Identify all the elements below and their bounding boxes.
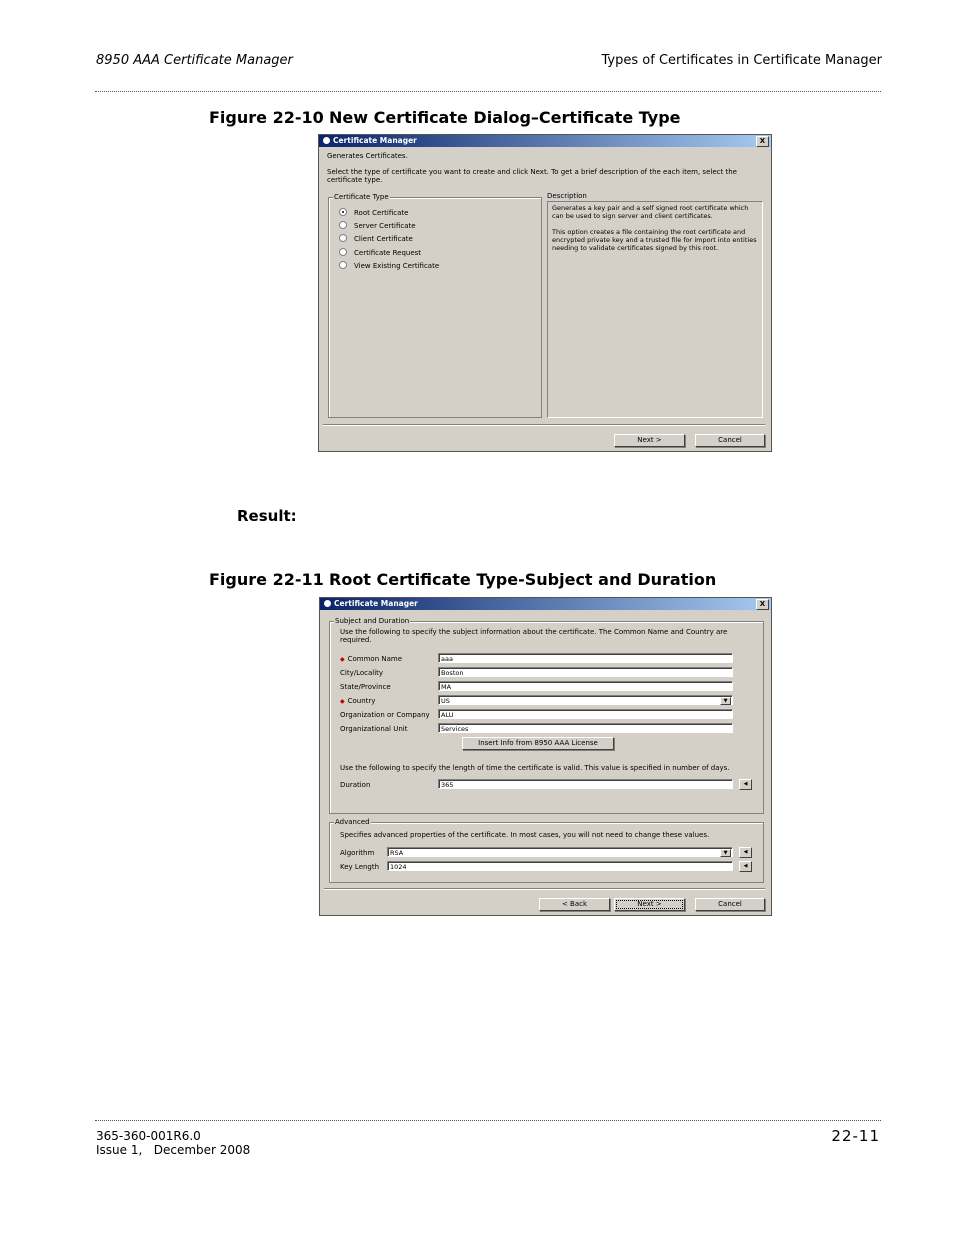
country-select[interactable] (438, 695, 733, 705)
org-label: Organization or Company (340, 711, 430, 719)
org-unit-label: Organizational Unit (340, 725, 408, 733)
dialog-titlebar (320, 598, 771, 610)
field-label: Common Name (347, 655, 403, 663)
issue-date: Issue 1, December 2008 (96, 1143, 251, 1157)
result-label: Result: (237, 507, 297, 525)
figure-caption-1 (209, 108, 681, 127)
next-button[interactable]: Next > (614, 898, 685, 911)
radio-certificate-request[interactable] (339, 248, 421, 257)
radio-client-certificate[interactable] (339, 234, 413, 243)
reset-arrow-icon[interactable]: ◀ (739, 779, 752, 790)
footer-doc-info (96, 1129, 250, 1157)
radio-label: View Existing Certificate (354, 262, 440, 270)
required-icon: ◆ (340, 698, 345, 705)
next-button[interactable]: Next > (614, 434, 685, 447)
radio-icon (339, 221, 347, 229)
button-separator (324, 888, 765, 890)
doc-number: 365-360-001R6.0 (96, 1129, 201, 1143)
radio-icon (339, 248, 347, 256)
chevron-down-icon[interactable]: ▼ (720, 849, 731, 857)
radio-view-existing[interactable] (339, 261, 439, 270)
cancel-button[interactable]: Cancel (695, 434, 765, 447)
group-label: Subject and Duration (335, 617, 410, 625)
description-para-1: Generates a key pair and a self signed root certificate which can be used to sign server and client certificates. (552, 204, 749, 220)
group-label: Certificate Type (334, 193, 389, 201)
algorithm-label: Algorithm (340, 849, 375, 857)
radio-label: Client Certificate (354, 235, 413, 243)
radio-label: Server Certificate (354, 222, 416, 230)
country-value: US (441, 697, 450, 705)
radio-root-certificate[interactable] (339, 208, 408, 217)
dialog-title: Certificate Manager (334, 599, 418, 608)
duration-intro: Use the following to specify the length of time the certificate is valid. This value is specified in number of days. (340, 764, 730, 772)
org-field[interactable]: ALU (438, 709, 733, 719)
radio-label: Certificate Request (354, 249, 422, 257)
running-header-right: Types of Certificates in Certificate Manager (601, 53, 882, 68)
dialog-intro: Generates Certificates. (327, 152, 408, 160)
subject-intro: Use the following to specify the subject information about the certificate. The Common Name and Country are required. (340, 628, 728, 644)
button-separator (323, 424, 765, 426)
key-length-label: Key Length (340, 863, 380, 871)
algorithm-select[interactable] (387, 847, 733, 857)
common-name-field[interactable]: aaa (438, 653, 733, 663)
radio-icon (339, 261, 347, 269)
app-icon (323, 137, 330, 144)
figure-number: Figure 22-10 (209, 108, 324, 127)
figure-title: Root Certificate Type-Subject and Duration (329, 570, 717, 589)
figure-number: Figure 22-11 (209, 570, 324, 589)
city-field[interactable]: Boston (438, 667, 733, 677)
algorithm-value: RSA (390, 849, 404, 857)
required-icon: ◆ (340, 656, 345, 663)
close-icon[interactable]: X (756, 599, 769, 610)
back-button[interactable]: < Back (539, 898, 610, 911)
figure-caption-2 (209, 570, 716, 589)
radio-selected-icon (339, 208, 347, 216)
org-unit-field[interactable]: Services (438, 723, 733, 733)
footer-divider (95, 1120, 881, 1121)
subject-duration-dialog (319, 597, 772, 916)
page-number: 22-11 (831, 1127, 880, 1145)
common-name-label (340, 655, 402, 663)
reset-arrow-icon[interactable]: ◀ (739, 861, 752, 872)
figure-title: New Certificate Dialog–Certificate Type (329, 108, 681, 127)
insert-license-info-button[interactable]: Insert Info from 8950 AAA License (462, 737, 614, 750)
description-para-2: This option creates a file containing the root certificate and encrypted private key and a trusted file for import into entities needing to validate certificates signed by this root. (552, 228, 757, 252)
certificate-type-group (328, 193, 542, 418)
state-label: State/Province (340, 683, 391, 691)
running-header-left: 8950 AAA Certificate Manager (96, 53, 293, 68)
radio-icon (339, 234, 347, 242)
field-label: Country (347, 697, 376, 705)
chevron-down-icon[interactable]: ▼ (720, 697, 731, 705)
key-length-field[interactable]: 1024 (387, 861, 733, 871)
radio-server-certificate[interactable] (339, 221, 416, 230)
city-label: City/Locality (340, 669, 384, 677)
certificate-type-dialog (318, 134, 772, 452)
cancel-button[interactable]: Cancel (695, 898, 765, 911)
app-icon (324, 600, 331, 607)
country-label (340, 697, 375, 705)
description-label: Description (547, 192, 587, 200)
duration-field[interactable]: 365 (438, 779, 733, 789)
reset-arrow-icon[interactable]: ◀ (739, 847, 752, 858)
duration-label: Duration (340, 781, 371, 789)
header-divider (95, 91, 881, 92)
state-field[interactable]: MA (438, 681, 733, 691)
radio-label: Root Certificate (354, 209, 409, 217)
dialog-titlebar (319, 135, 771, 147)
close-icon[interactable]: X (756, 136, 769, 147)
advanced-intro: Specifies advanced properties of the certificate. In most cases, you will not need to change these values. (340, 831, 710, 839)
dialog-title: Certificate Manager (333, 136, 417, 145)
group-label: Advanced (335, 818, 370, 826)
dialog-instructions: Select the type of certificate you want to create and click Next. To get a brief description of the each item, select the certificate type. (327, 168, 737, 184)
